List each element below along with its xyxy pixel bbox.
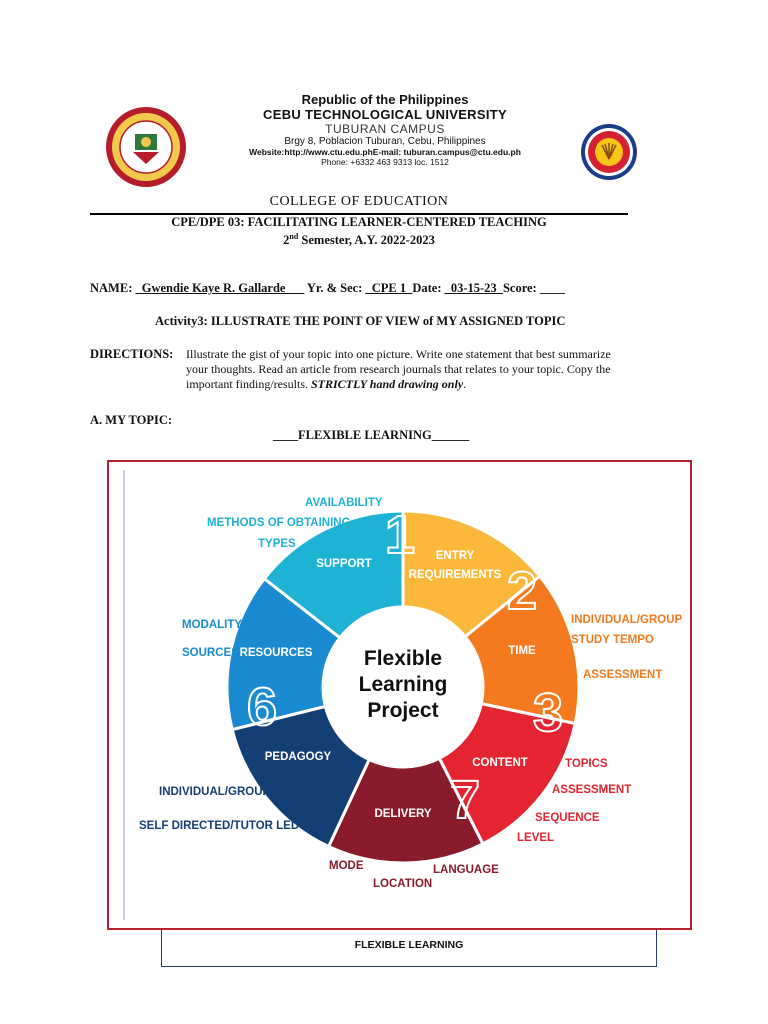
score-value: ____ — [539, 281, 565, 295]
campus-address: Brgy 8, Poblacion Tuburan, Cebu, Philippines — [284, 136, 486, 147]
directions-emphasis: STRICTLY hand drawing only — [311, 377, 464, 391]
center-title-line1: Flexible — [363, 647, 443, 670]
segment-support: SUPPORT — [316, 558, 372, 570]
label-topics: TOPICS — [565, 758, 608, 770]
label-sources: SOURCES — [182, 647, 239, 659]
directions-text: Illustrate the gist of your topic into one picture. Write one statement that best summarize your thoughts. Read an article from research journals that relates to your topic. Copy the important finding/results. STRICTLY hand drawing only. — [186, 347, 611, 391]
segment-content: CONTENT — [472, 757, 528, 769]
university-seal-logo — [105, 106, 187, 188]
website-email: Website:http://www.ctu.edu.phE-mail: tuburan.campus@ctu.edu.ph — [249, 147, 521, 157]
student-info-line — [90, 281, 565, 296]
segment-resources: RESOURCES — [239, 647, 313, 659]
topic-label: A. MY TOPIC: — [90, 413, 173, 427]
label-individual-group-right: INDIVIDUAL/GROUP — [571, 614, 683, 626]
segment-pedagogy: PEDAGOGY — [264, 751, 332, 763]
name-value: _Gwendie Kaye R. Gallarde___ — [135, 281, 305, 295]
segment-delivery: DELIVERY — [374, 808, 432, 820]
score-label: Score: — [502, 281, 540, 295]
activity-title: Activity3: ILLUSTRATE THE POINT OF VIEW of MY ASSIGNED TOPIC — [155, 314, 566, 328]
university-header — [190, 92, 580, 167]
label-methods: METHODS OF OBTAINING — [207, 517, 351, 529]
yr-sec-label: Yr. & Sec: — [304, 281, 366, 295]
topic-value: ____FLEXIBLE LEARNING______ — [273, 428, 470, 442]
phone-number: Phone: +6332 463 9313 loc. 1512 — [321, 157, 449, 167]
republic-line: Republic of the Philippines — [301, 92, 469, 107]
center-title-line2: Learning — [358, 673, 448, 696]
segment-entry-line2: REQUIREMENTS — [408, 569, 502, 581]
segment-time: TIME — [508, 645, 536, 657]
center-title-line3: Project — [367, 699, 439, 722]
label-assessment-time: ASSESSMENT — [583, 669, 663, 681]
number-six: 6 — [246, 677, 278, 737]
label-sequence: SEQUENCE — [535, 812, 600, 824]
flexible-learning-diagram — [110, 463, 689, 927]
label-availability: AVAILABILITY — [305, 497, 383, 509]
campus-name: TUBURAN CAMPUS — [325, 122, 445, 136]
number-three: 3 — [532, 683, 564, 743]
university-name: CEBU TECHNOLOGICAL UNIVERSITY — [263, 107, 507, 122]
label-types: TYPES — [258, 538, 296, 550]
number-seven: 7 — [449, 770, 481, 830]
caption-text: FLEXIBLE LEARNING — [354, 939, 464, 951]
name-label: NAME: — [90, 281, 136, 295]
label-individual-group-left: INDIVIDUAL/GROUP — [159, 786, 271, 798]
segment-entry-line1: ENTRY — [435, 550, 475, 562]
label-modality: MODALITY — [182, 619, 243, 631]
label-assessment-content: ASSESSMENT — [552, 784, 632, 796]
label-mode: MODE — [329, 860, 364, 872]
label-level: LEVEL — [517, 832, 555, 844]
number-two: 2 — [506, 561, 538, 621]
number-one: 1 — [384, 505, 416, 565]
asean-seal-logo — [580, 123, 638, 181]
college-name: COLLEGE OF EDUCATION — [269, 194, 449, 209]
label-location: LOCATION — [373, 878, 433, 890]
directions-label: DIRECTIONS: — [90, 347, 174, 361]
label-self-directed: SELF DIRECTED/TUTOR LED — [139, 820, 300, 832]
date-label: Date: — [412, 281, 445, 295]
label-language: LANGUAGE — [433, 864, 499, 876]
date-value: _03-15-23_ — [444, 281, 503, 295]
semester-line: 2nd Semester, A.Y. 2022-2023 — [283, 232, 435, 248]
label-study-tempo: STUDY TEMPO — [571, 634, 654, 646]
yr-sec-value: _CPE 1_ — [365, 281, 413, 295]
course-title: CPE/DPE 03: FACILITATING LEARNER-CENTERED TEACHING — [171, 215, 547, 229]
